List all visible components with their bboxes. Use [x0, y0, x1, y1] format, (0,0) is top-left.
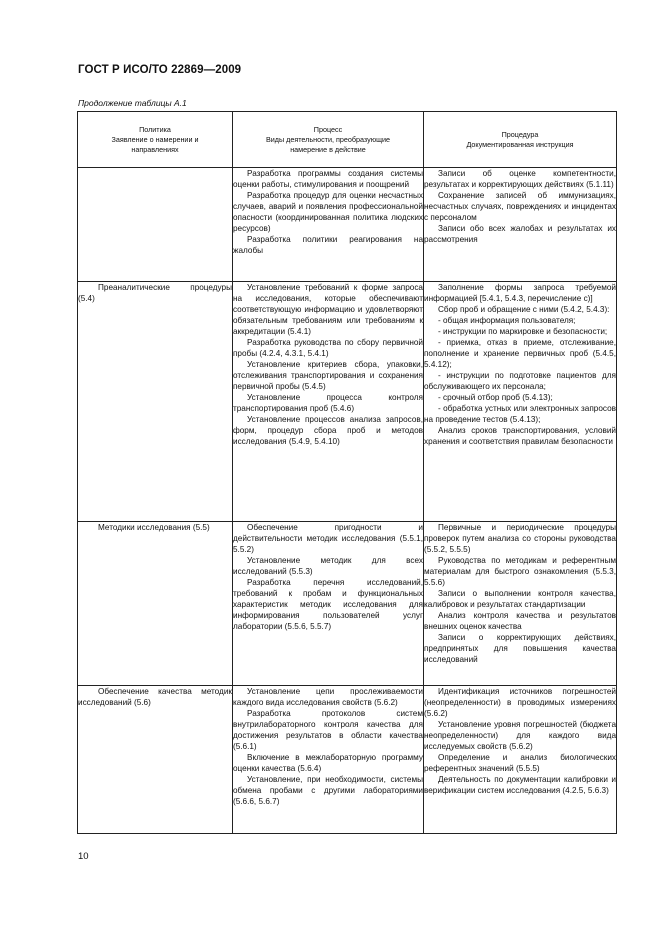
- process-cell: [233, 282, 424, 522]
- procedure-paragraph: Анализ сроков транспортирования, условий хранения и соответствия правилам безопасности: [424, 426, 616, 446]
- header-line: намерение в действие: [290, 144, 366, 154]
- procedure-cell: [424, 522, 617, 686]
- process-paragraph: Разработка программы создания системы оценки работы, стимулирования и поощрений: [233, 169, 423, 189]
- procedure-paragraph: Анализ контроля качества и результатов внешних оценок качества: [424, 611, 616, 631]
- procedure-paragraph: Записи об оценке компетентности, результатах и корректирующих действиях (5.1.11): [424, 169, 616, 189]
- process-paragraph: Разработка руководства по сбору первичной пробы (4.2.4, 4.3.1, 5.4.1): [233, 338, 423, 358]
- procedure-cell: [424, 282, 617, 522]
- procedure-paragraph: Руководства по методикам и референтным материалам для быстрого ознакомления (5.5.3, 5.5.6): [424, 556, 616, 587]
- process-cell: [233, 168, 424, 282]
- table-header-row: [78, 112, 617, 168]
- process-paragraph: Разработка протоколов систем внутрилабораторного контроля качества для достижения результатов в области качества (5.6.1): [233, 709, 423, 751]
- document-code: ГОСТ Р ИСО/ТО 22869—2009: [78, 64, 242, 76]
- table-row: [78, 168, 617, 282]
- process-paragraph: Установление процесса контроля транспортирования проб (5.4.6): [233, 393, 423, 413]
- policy-cell: [78, 686, 233, 834]
- procedure-cell: [424, 686, 617, 834]
- header-procedure: [424, 112, 617, 168]
- procedure-paragraph: Сбор проб и обращение с ними (5.4.2, 5.4.3):: [438, 305, 610, 314]
- process-paragraph: Установление процессов анализа запросов, форм, процедур сбора проб и методов исследования (5.4.9, 5.4.10): [233, 415, 423, 446]
- process-paragraph: Установление методик для всех исследований (5.5.3): [233, 556, 423, 576]
- table-continuation-caption: Продолжение таблицы А.1: [78, 98, 187, 108]
- procedure-paragraph: - срочный отбор проб (5.4.13);: [438, 393, 553, 402]
- policy-text: Обеспечение качества методик исследований (5.6): [78, 687, 232, 707]
- process-paragraph: Установление, при необходимости, системы обмена пробами с другими лабораториями (5.6.6, 5.6.7): [233, 775, 423, 806]
- header-line: Документированная инструкция: [466, 139, 574, 149]
- policy-text: Методики исследования (5.5): [98, 523, 210, 532]
- policy-cell: [78, 282, 233, 522]
- procedure-paragraph: - инструкции по подготовке пациентов для обслуживающего их персонала;: [424, 371, 616, 391]
- procedure-paragraph: Записи о корректирующих действиях, предпринятых для повышения качества исследований: [424, 633, 616, 664]
- table-row: [78, 686, 617, 834]
- procedure-cell: [424, 168, 617, 282]
- procedure-paragraph: Установление уровня погрешностей (бюджета неопределенности) для каждого вида исследуемых свойств (5.6.2): [424, 720, 616, 751]
- header-policy: [78, 112, 233, 168]
- header-line: Заявление о намерении и: [111, 134, 199, 144]
- procedure-paragraph: Записи обо всех жалобах и результатах их рассмотрения: [424, 224, 616, 244]
- header-line: Процедура: [501, 129, 539, 139]
- table-row: [78, 522, 617, 686]
- page-number: 10: [78, 851, 89, 862]
- process-paragraph: Разработка процедур для оценки несчастных случаев, аварий и появления профессиональной опасности (координированная политика людских ресурсов): [233, 191, 423, 233]
- procedure-paragraph: Определение и анализ биологических референтных значений (5.5.5): [424, 753, 616, 773]
- procedure-paragraph: - инструкции по маркировке и безопасности;: [438, 327, 608, 336]
- process-cell: [233, 686, 424, 834]
- process-paragraph: Установление требований к форме запроса на исследования, которые обеспечивают соответствующую информацию и удовлетворяют обязательным требованиям или требованиям к аккредитации (5.4.1): [233, 283, 423, 336]
- process-paragraph: Включение в межлабораторную программу оценки качества (5.6.4): [233, 753, 423, 773]
- process-paragraph: Установление цепи прослеживаемости каждого вида исследования свойств (5.6.2): [233, 687, 423, 707]
- policy-cell: [78, 522, 233, 686]
- policy-cell: [78, 168, 233, 282]
- procedure-paragraph: - приемка, отказ в приеме, отслеживание, пополнение и хранение первичных проб (5.4.5, 5.4.12);: [424, 338, 616, 369]
- process-paragraph: Обеспечение пригодности и действительности методик исследования (5.5.1, 5.5.2): [233, 523, 423, 554]
- process-paragraph: Разработка перечня исследований, требований к пробам и функциональных характеристик методик исследования для информирования пользователей услуг лаборатории (5.5.6, 5.5.7): [233, 578, 423, 631]
- procedure-paragraph: Деятельность по документации калибровки и верификации систем исследования (4.2.5, 5.6.3): [424, 775, 616, 795]
- standard-table: [77, 111, 617, 834]
- procedure-paragraph: Сохранение записей об иммунизациях, несчастных случаях, повреждениях и инцидентах с персоналом: [424, 191, 616, 222]
- procedure-paragraph: Первичные и периодические процедуры проверок путем анализа со стороны руководства (5.5.2, 5.5.5): [424, 523, 616, 554]
- header-line: направлениях: [131, 144, 179, 154]
- procedure-paragraph: - обработка устных или электронных запросов на проведение тестов (5.4.13);: [424, 404, 616, 424]
- header-line: Виды деятельности, преобразующие: [265, 134, 391, 144]
- process-cell: [233, 522, 424, 686]
- table-row: [78, 282, 617, 522]
- header-line: Политика: [139, 124, 171, 134]
- procedure-paragraph: Записи о выполнении контроля качества, калибровок и результатах стандартизации: [424, 589, 616, 609]
- process-paragraph: Разработка политики реагирования на жалобы: [233, 235, 423, 255]
- procedure-paragraph: - общая информация пользователя;: [438, 316, 576, 325]
- header-process: [233, 112, 424, 168]
- policy-text: Преаналитические процедуры (5.4): [78, 283, 232, 303]
- procedure-paragraph: Заполнение формы запроса требуемой информацией [5.4.1, 5.4.3, перечисление c)]: [424, 283, 616, 303]
- process-paragraph: Установление критериев сбора, упаковки, отслеживания транспортирования и сохранения первичной пробы (5.4.5): [233, 360, 423, 391]
- procedure-paragraph: Идентификация источников погрешностей (неопределенности) в проводимых измерениях (5.6.2): [424, 687, 616, 718]
- header-line: Процесс: [313, 124, 343, 134]
